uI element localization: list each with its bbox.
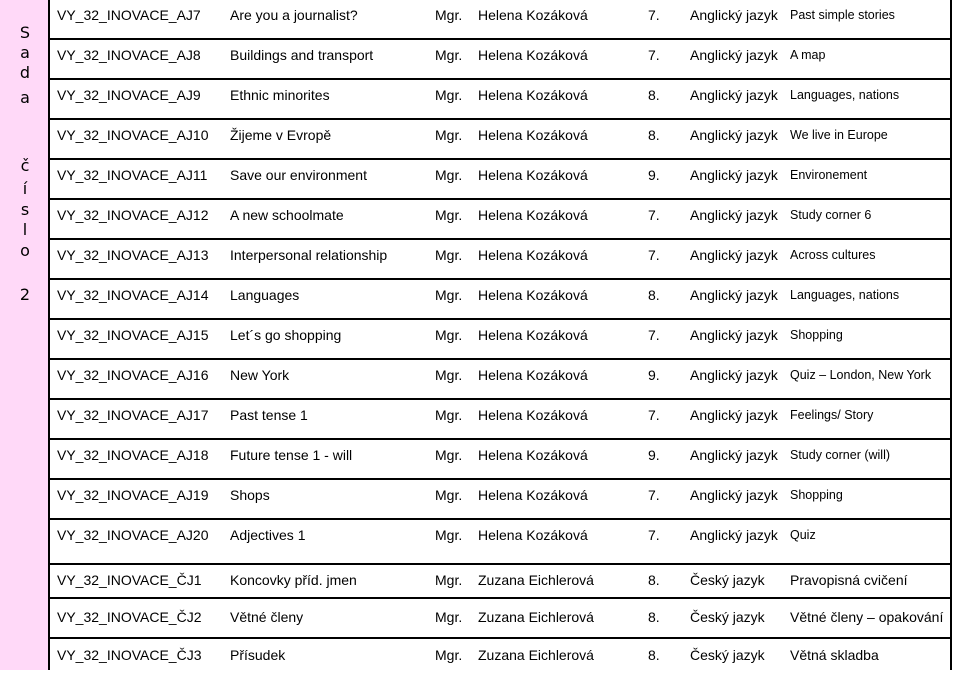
grade-cell: 7. — [648, 407, 660, 423]
topic-cell: Study corner 6 — [790, 208, 872, 222]
grade-cell: 9. — [648, 367, 660, 383]
table-row — [50, 520, 960, 560]
title-cell: Adjectives 1 — [230, 527, 306, 543]
title-cell: Save our environment — [230, 167, 367, 183]
code-cell: VY_32_INOVACE_AJ14 — [57, 287, 209, 303]
title-cell: Větné členy — [230, 609, 304, 625]
subject-cell: Český jazyk — [690, 647, 765, 663]
topic-cell: Across cultures — [790, 248, 876, 262]
subject-cell: Anglický jazyk — [690, 7, 778, 23]
set-label-char: d — [19, 63, 31, 82]
subject-cell: Anglický jazyk — [690, 87, 778, 103]
code-cell: VY_32_INOVACE_ČJ3 — [57, 647, 202, 663]
topic-cell: Past simple stories — [790, 8, 895, 22]
table-row — [50, 120, 960, 160]
code-cell: VY_32_INOVACE_AJ13 — [57, 247, 209, 263]
title-cell: New York — [230, 367, 290, 383]
author-cell: Helena Kozáková — [478, 7, 588, 23]
grade-cell: 8. — [648, 572, 660, 588]
author-cell: Zuzana Eichlerová — [478, 647, 594, 663]
subject-cell: Anglický jazyk — [690, 207, 778, 223]
author-cell: Helena Kozáková — [478, 47, 588, 63]
set-label-char: í — [22, 179, 28, 198]
code-cell: VY_32_INOVACE_ČJ2 — [57, 609, 202, 625]
subject-cell: Anglický jazyk — [690, 247, 778, 263]
code-cell: VY_32_INOVACE_AJ16 — [57, 367, 209, 383]
author-cell: Helena Kozáková — [478, 487, 588, 503]
prefix-cell: Mgr. — [435, 127, 463, 143]
table-row — [50, 0, 960, 40]
table-row — [50, 160, 960, 200]
subject-cell: Anglický jazyk — [690, 287, 778, 303]
grade-cell: 9. — [648, 167, 660, 183]
topic-cell: Quiz — [790, 528, 816, 542]
subject-cell: Anglický jazyk — [690, 407, 778, 423]
set-label-bottom — [0, 563, 50, 670]
topic-cell: A map — [790, 48, 826, 62]
table-row — [50, 80, 960, 120]
table-row — [50, 440, 960, 480]
title-cell: A new schoolmate — [230, 207, 344, 223]
set-label-char: a — [20, 88, 30, 107]
code-cell: VY_32_INOVACE_AJ8 — [57, 47, 201, 63]
set-label-char: S — [19, 23, 31, 42]
set-label-char: a — [20, 43, 30, 62]
topic-cell: Languages, nations — [790, 288, 900, 302]
author-cell: Helena Kozáková — [478, 407, 588, 423]
subject-cell: Anglický jazyk — [690, 327, 778, 343]
grade-cell: 8. — [648, 287, 660, 303]
title-cell: Let´s go shopping — [230, 327, 342, 343]
prefix-cell: Mgr. — [435, 367, 463, 383]
author-cell: Helena Kozáková — [478, 207, 588, 223]
title-cell: Past tense 1 — [230, 407, 308, 423]
table-row — [50, 480, 960, 520]
prefix-cell: Mgr. — [435, 7, 463, 23]
prefix-cell: Mgr. — [435, 207, 463, 223]
code-cell: VY_32_INOVACE_AJ18 — [57, 447, 209, 463]
author-cell: Helena Kozáková — [478, 287, 588, 303]
prefix-cell: Mgr. — [435, 609, 463, 625]
prefix-cell: Mgr. — [435, 487, 463, 503]
subject-cell: Anglický jazyk — [690, 47, 778, 63]
code-cell: VY_32_INOVACE_AJ9 — [57, 87, 201, 103]
set-label-char: s — [20, 200, 30, 219]
grade-cell: 7. — [648, 487, 660, 503]
author-cell: Helena Kozáková — [478, 527, 588, 543]
grade-cell: 7. — [648, 7, 660, 23]
subject-cell: Anglický jazyk — [690, 167, 778, 183]
author-cell: Zuzana Eichlerová — [478, 609, 594, 625]
code-cell: VY_32_INOVACE_AJ20 — [57, 527, 209, 543]
grade-cell: 8. — [648, 647, 660, 663]
topic-cell: Pravopisná cvičení — [790, 572, 908, 588]
set-label-top — [0, 0, 50, 563]
topic-cell: Větná skladba — [790, 647, 879, 663]
section-separator-line — [50, 563, 950, 565]
title-cell: Koncovky příd. jmen — [230, 572, 357, 588]
prefix-cell: Mgr. — [435, 647, 463, 663]
code-cell: VY_32_INOVACE_AJ7 — [57, 7, 201, 23]
author-cell: Helena Kozáková — [478, 127, 588, 143]
title-cell: Languages — [230, 287, 300, 303]
set-label-column — [0, 0, 50, 670]
title-cell: Future tense 1 - will — [230, 447, 353, 463]
topic-cell: Větné členy – opakování — [790, 609, 944, 625]
title-cell: Přísudek — [230, 647, 286, 663]
subject-cell: Anglický jazyk — [690, 367, 778, 383]
topic-cell: We live in Europe — [790, 128, 888, 142]
grade-cell: 7. — [648, 47, 660, 63]
author-cell: Helena Kozáková — [478, 327, 588, 343]
author-cell: Helena Kozáková — [478, 167, 588, 183]
author-cell: Zuzana Eichlerová — [478, 572, 594, 588]
author-cell: Helena Kozáková — [478, 367, 588, 383]
author-cell: Helena Kozáková — [478, 87, 588, 103]
prefix-cell: Mgr. — [435, 87, 463, 103]
code-cell: VY_32_INOVACE_ČJ1 — [57, 572, 202, 588]
subject-cell: Český jazyk — [690, 609, 765, 625]
subject-cell: Anglický jazyk — [690, 447, 778, 463]
prefix-cell: Mgr. — [435, 327, 463, 343]
topic-cell: Quiz – London, New York — [790, 368, 932, 382]
topic-cell: Shopping — [790, 488, 843, 502]
title-cell: Žijeme v Evropě — [230, 127, 332, 143]
prefix-cell: Mgr. — [435, 572, 463, 588]
prefix-cell: Mgr. — [435, 247, 463, 263]
title-cell: Buildings and transport — [230, 47, 374, 63]
table-row — [50, 400, 960, 440]
subject-cell: Anglický jazyk — [690, 527, 778, 543]
prefix-cell: Mgr. — [435, 447, 463, 463]
set-label-char: l — [22, 220, 28, 239]
topic-cell: Shopping — [790, 328, 843, 342]
author-cell: Helena Kozáková — [478, 247, 588, 263]
table-row — [50, 563, 960, 599]
prefix-cell: Mgr. — [435, 47, 463, 63]
grade-cell: 8. — [648, 87, 660, 103]
grade-cell: 7. — [648, 207, 660, 223]
right-border — [950, 0, 952, 670]
prefix-cell: Mgr. — [435, 167, 463, 183]
title-cell: Ethnic minorites — [230, 87, 330, 103]
table-row — [50, 280, 960, 320]
code-cell: VY_32_INOVACE_AJ15 — [57, 327, 209, 343]
code-cell: VY_32_INOVACE_AJ17 — [57, 407, 209, 423]
table-row — [50, 240, 960, 280]
topic-cell: Feelings/ Story — [790, 408, 874, 422]
author-cell: Helena Kozáková — [478, 447, 588, 463]
code-cell: VY_32_INOVACE_AJ11 — [57, 167, 208, 183]
grade-cell: 7. — [648, 247, 660, 263]
table-row — [50, 200, 960, 240]
topic-cell: Languages, nations — [790, 88, 900, 102]
set-label-char: 2 — [19, 285, 31, 304]
title-cell: Are you a journalist? — [230, 7, 358, 23]
grade-cell: 7. — [648, 327, 660, 343]
subject-cell: Anglický jazyk — [690, 487, 778, 503]
grade-cell: 9. — [648, 447, 660, 463]
table-row — [50, 639, 960, 670]
table-row — [50, 40, 960, 80]
set-label-char: o — [20, 241, 30, 260]
grade-cell: 8. — [648, 609, 660, 625]
table-row — [50, 599, 960, 639]
grade-cell: 7. — [648, 527, 660, 543]
title-cell: Interpersonal relationship — [230, 247, 388, 263]
code-cell: VY_32_INOVACE_AJ10 — [57, 127, 209, 143]
subject-cell: Český jazyk — [690, 572, 765, 588]
prefix-cell: Mgr. — [435, 287, 463, 303]
code-cell: VY_32_INOVACE_AJ12 — [57, 207, 209, 223]
set-label-char: č — [20, 156, 30, 175]
subject-cell: Anglický jazyk — [690, 127, 778, 143]
table-row — [50, 320, 960, 360]
topic-cell: Environement — [790, 168, 868, 182]
title-cell: Shops — [230, 487, 270, 503]
prefix-cell: Mgr. — [435, 527, 463, 543]
code-cell: VY_32_INOVACE_AJ19 — [57, 487, 209, 503]
table-row — [50, 360, 960, 400]
grade-cell: 8. — [648, 127, 660, 143]
prefix-cell: Mgr. — [435, 407, 463, 423]
topic-cell: Study corner (will) — [790, 448, 891, 462]
